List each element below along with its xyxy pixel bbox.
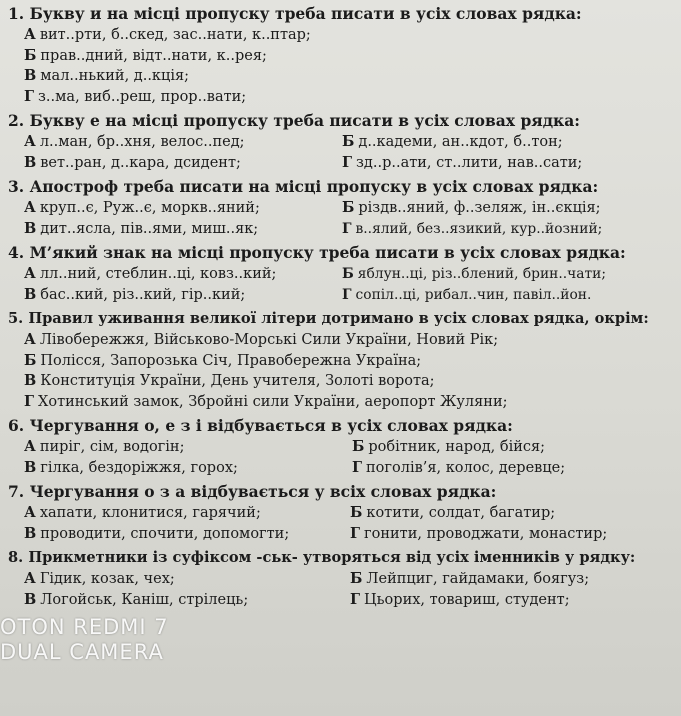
q5-option-c: В Конституція України, День учителя, Золоті ворота; [24,372,435,389]
q2-option-b: Б д..кадеми, ан..кдот, б..тон; [342,133,563,150]
q4-option-a: А лл..ний, стеблин..ці, ковз..кий; [24,265,277,282]
q1-option-c: В мал..нький, д..кція; [24,67,189,84]
q2-option-d: Г зд..р..ати, ст..лити, нав..сати; [342,153,583,171]
q4-option-c: В бас..кий, різ..кий, гір..кий; [24,285,246,303]
q7-option-c: В проводити, спочити, допомогти; [24,524,290,542]
q8-option-c: В Логойськ, Каніш, стрілець; [24,590,249,608]
q5-option-a: А Лівобережжя, Військово-Морські Сили України, Новий Рік; [24,331,499,348]
camera-watermark-line1: OTON REDMI 7 [0,615,169,639]
q5-option-d: Г Хотинський замок, Збройні сили України, аеропорт Жуляни; [24,392,508,410]
q8-option-b: Б Лейпциг, гайдамаки, боягуз; [350,570,590,587]
q1-option-b: Б прав..дний, відт..нати, к..рея; [24,46,267,64]
q8-option-a: А Гідик, козак, чех; [24,570,175,587]
q6-option-d: Г поголів’я, колос, деревце; [352,458,566,476]
q1-option-d: Г з..ма, виб..реш, прор..вати; [24,87,247,105]
q7-row-1 [8,503,678,524]
q3-row-1 [8,198,678,219]
question-2-title: 2. Букву е на місці пропуску треба писати в усіх словах рядка: [8,111,581,130]
q6-option-b: Б робітник, народ, бійся; [352,438,546,455]
q3-option-a: А круп..є, Руж..є, моркв..яний; [24,199,260,216]
q3-option-d: Г в..ялий, без..язикий, кур..йозний; [342,220,603,237]
q8-row-1 [8,569,678,590]
question-5-title: 5. Правил уживання великої літери дотримано в усіх словах рядка, окрім: [8,310,649,327]
question-7-title: 7. Чергування о з а відбувається у всіх словах рядка: [8,482,497,501]
q4-option-d: Г сопіл..ці, рибал..чин, павіл..йон. [342,286,592,303]
camera-watermark-line2: DUAL CAMERA [0,640,164,664]
q1-option-a: А вит..рти, б..скед, зас..нати, к..птар; [24,26,311,43]
q8-row-2 [8,590,678,611]
q8-option-d: Г Цьорих, товариш, студент; [350,590,570,608]
q3-row-2 [8,219,678,240]
exercise-list [8,0,678,610]
q6-row-2 [8,458,678,479]
question-3-title: 3. Апостроф треба писати на місці пропуску в усіх словах рядка: [8,177,599,196]
question-4-title: 4. М’який знак на місці пропуску треба писати в усіх словах рядка: [8,243,626,262]
q3-option-c: В дит..ясла, пів..ями, миш..як; [24,219,259,237]
q7-option-d: Г гонити, проводжати, монастир; [350,524,608,542]
question-6-title: 6. Чергування о, е з і відбувається в усіх словах рядка: [8,416,513,435]
q4-option-b: Б яблун..ці, різ..блений, брин..чати; [342,266,606,282]
q2-option-c: В вет..ран, д..кара, дсидент; [24,153,241,171]
q7-option-b: Б котити, солдат, багатир; [350,504,556,521]
q4-row-2 [8,285,678,306]
q6-option-a: А пиріг, сім, водогін; [24,438,185,455]
q4-row-1 [8,264,678,285]
q7-option-a: А хапати, клонитися, гарячий; [24,504,261,521]
q2-option-a: А л..ман, бр..хня, велос..пед; [24,133,245,150]
q7-row-2 [8,524,678,545]
q5-option-b: Б Полісся, Запорозька Січ, Правобережна Україна; [24,351,422,369]
q6-option-c: В гілка, бездоріжжя, горох; [24,458,238,476]
q3-option-b: Б різдв..яний, ф..зеляж, ін..єкція; [342,199,601,216]
q2-row-1 [8,132,678,153]
question-1-title: 1. Букву и на місці пропуску треба писати в усіх словах рядка: [8,4,582,23]
question-8-title: 8. Прикметники із суфіксом -ськ- утворяться від усіх іменників у рядку: [8,549,636,566]
q2-row-2 [8,153,678,174]
q6-row-1 [8,437,678,458]
